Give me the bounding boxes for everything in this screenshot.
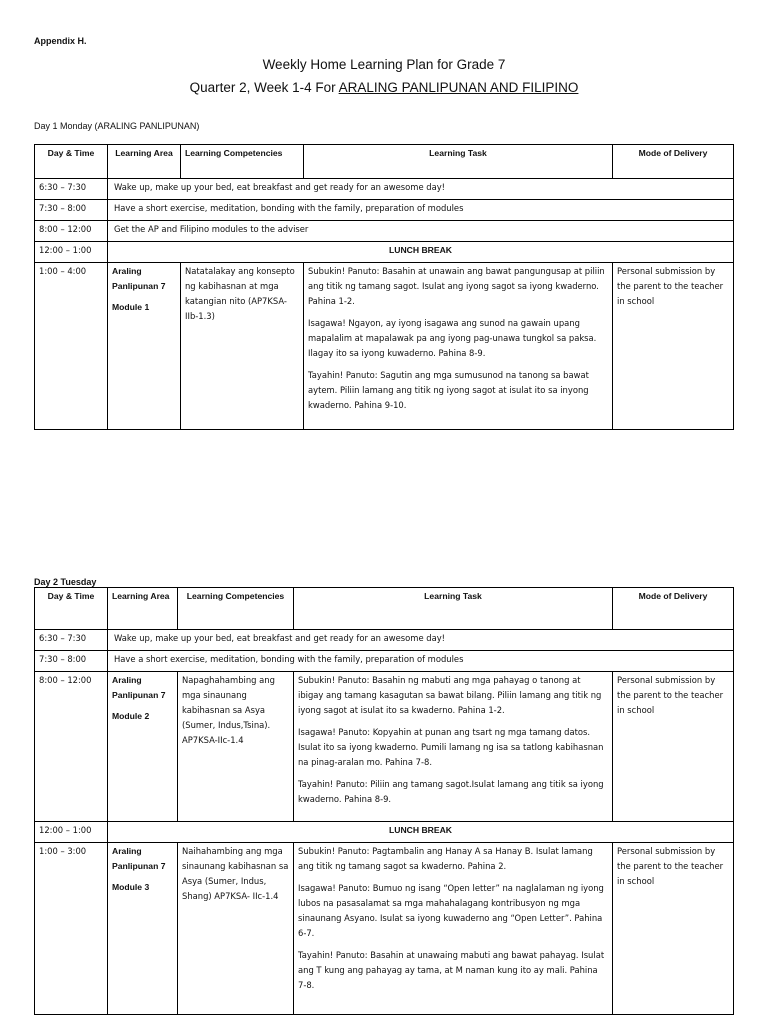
- learning-area-name: Araling Panlipunan 7: [112, 675, 166, 700]
- task-subukin: Subukin! Panuto: Basahin ng mabuti ang mga pahayag o tanong at ibigay ang tamang kasagutan sa bawat bilang. Piliin lamang ang titik ng iyong sagot at isulat ito sa kwaderno. Pahina 1-2.: [298, 675, 602, 715]
- task-tayahin: Tayahin! Panuto: Basahin at unawaing mabuti ang bawat pahayag. Isulat ang T kung ang pahayag ay tama, at M naman kung ito ay mali. Pahina 7-8.: [298, 950, 605, 990]
- time-cell: 8:00 – 12:00: [35, 672, 108, 822]
- time-cell: 1:00 – 4:00: [35, 263, 108, 430]
- day2-heading: [34, 577, 96, 587]
- learning-task-cell: [304, 263, 613, 430]
- time-cell: 6:30 – 7:30: [35, 179, 108, 200]
- header-learning-competencies: Learning Competencies: [181, 145, 304, 179]
- activity-cell: Have a short exercise, meditation, bonding with the family, preparation of modules: [108, 200, 734, 221]
- appendix-label: Appendix H.: [34, 36, 87, 46]
- table-row: [35, 200, 734, 221]
- day1-heading-subject: (ARALING PANLIPUNAN): [92, 121, 200, 131]
- header-day-time: Day & Time: [35, 145, 108, 179]
- task-subukin: Subukin! Panuto: Pagtambalin ang Hanay A sa Hanay B. Isulat lamang ang titik ng tamang sagot sa kwaderno. Pahina 2.: [298, 846, 593, 871]
- learning-task-cell: [294, 843, 613, 1015]
- lunch-break-cell: LUNCH BREAK: [108, 242, 734, 263]
- header-mode-of-delivery: Mode of Delivery: [613, 588, 734, 630]
- table-row: [35, 221, 734, 242]
- day2-table: [34, 587, 734, 1015]
- module-label: Module 1: [112, 302, 150, 312]
- task-tayahin: Tayahin! Panuto: Sagutin ang mga sumusunod na tanong sa bawat aytem. Piliin lamang ang titik ng iyong sagot at isulat ito sa inyong kwaderno. Pahina 9-10.: [308, 370, 589, 410]
- time-cell: 6:30 – 7:30: [35, 630, 108, 651]
- competency-cell: Naihahambing ang mga sinaunang kabihasnan sa Asya (Sumer, Indus, Shang) AP7KSA- IIc-1.4: [178, 843, 294, 1015]
- learning-area-cell: [108, 843, 178, 1015]
- header-learning-competencies: Learning Competencies: [178, 588, 294, 630]
- lesson-row: [35, 263, 734, 430]
- task-subukin: Subukin! Panuto: Basahin at unawain ang bawat pangungusap at piliin ang titik ng tamang sagot. Isulat ang iyong sagot sa iyong kwaderno. Pahina 1-2.: [308, 266, 605, 306]
- delivery-cell: Personal submission by the parent to the teacher in school: [613, 263, 734, 430]
- learning-area-name: Araling Panlipunan 7: [112, 266, 166, 291]
- header-learning-area: Learning Area: [108, 145, 181, 179]
- task-tayahin: Tayahin! Panuto: Piliin ang tamang sagot.Isulat lamang ang titik sa iyong kwaderno. Pahina 8-9.: [298, 779, 604, 804]
- activity-cell: Get the AP and Filipino modules to the adviser: [108, 221, 734, 242]
- learning-area-name: Araling Panlipunan 7: [112, 846, 166, 871]
- table-row: [35, 630, 734, 651]
- lesson-row: [35, 843, 734, 1015]
- delivery-cell: Personal submission by the parent to the teacher in school: [613, 843, 734, 1015]
- activity-cell: Wake up, make up your bed, eat breakfast and get ready for an awesome day!: [108, 630, 734, 651]
- module-label: Module 3: [112, 882, 150, 892]
- header-mode-of-delivery: Mode of Delivery: [613, 145, 734, 179]
- day2-header-row: [35, 588, 734, 630]
- learning-task-cell: [294, 672, 613, 822]
- table-row: [35, 651, 734, 672]
- competency-cell: Napaghahambing ang mga sinaunang kabihasnan sa Asya (Sumer, Indus,Tsina). AP7KSA-IIc-1.4: [178, 672, 294, 822]
- lunch-row: [35, 242, 734, 263]
- time-cell: 8:00 – 12:00: [35, 221, 108, 242]
- lunch-row: [35, 822, 734, 843]
- time-cell: 7:30 – 8:00: [35, 200, 108, 221]
- delivery-cell: Personal submission by the parent to the teacher in school: [613, 672, 734, 822]
- day2-heading-day: Day 2 Tuesday: [34, 577, 97, 587]
- task-isagawa: Isagawa! Panuto: Kopyahin at punan ang tsart ng mga tamang datos. Isulat ito sa iyong kwaderno. Pumili lamang ng isa sa tatlong kabihasnan na pinag-aralan mo. Pahina 7-8.: [298, 727, 604, 767]
- learning-area-cell: [108, 263, 181, 430]
- day1-table: [34, 144, 734, 430]
- day1-heading-day: Day 1 Monday: [34, 121, 93, 131]
- time-cell: 7:30 – 8:00: [35, 651, 108, 672]
- time-cell: 12:00 – 1:00: [35, 242, 108, 263]
- subtitle-prefix: Quarter 2, Week 1-4 For: [189, 80, 339, 95]
- subtitle-subject: ARALING PANLIPUNAN AND FILIPINO: [338, 80, 579, 95]
- header-learning-area: Learning Area: [108, 588, 178, 630]
- activity-cell: Have a short exercise, meditation, bonding with the family, preparation of modules: [108, 651, 734, 672]
- document-subtitle: [0, 80, 768, 95]
- document-title: Weekly Home Learning Plan for Grade 7: [262, 57, 506, 72]
- module-label: Module 2: [112, 711, 150, 721]
- lunch-break-cell: LUNCH BREAK: [108, 822, 734, 843]
- time-cell: 12:00 – 1:00: [35, 822, 108, 843]
- day1-heading: [34, 121, 199, 131]
- header-day-time: Day & Time: [35, 588, 108, 630]
- learning-area-cell: [108, 672, 178, 822]
- header-learning-task: Learning Task: [304, 145, 613, 179]
- competency-cell: Natatalakay ang konsepto ng kabihasnan at mga katangian nito (AP7KSA-IIb-1.3): [181, 263, 304, 430]
- day1-header-row: [35, 145, 734, 179]
- task-isagawa: Isagawa! Panuto: Bumuo ng isang “Open letter” na naglalaman ng iyong lubos na pasasalamat sa mga mahahalagang kontribusyon ng mga sinaunang Asyano. Isulat sa iyong kuwaderno ang “Open Letter”. Pahina 6-7.: [298, 883, 604, 938]
- task-isagawa: Isagawa! Ngayon, ay iyong isagawa ang sunod na gawain upang mapalalim at mapalawak pa ang iyong pag-unawa tungkol sa paksa. Ilagay ito sa iyong kuwaderno. Pahina 8-9.: [308, 318, 597, 358]
- header-learning-task: Learning Task: [294, 588, 613, 630]
- time-cell: 1:00 – 3:00: [35, 843, 108, 1015]
- lesson-row: [35, 672, 734, 822]
- activity-cell: Wake up, make up your bed, eat breakfast and get ready for an awesome day!: [108, 179, 734, 200]
- table-row: [35, 179, 734, 200]
